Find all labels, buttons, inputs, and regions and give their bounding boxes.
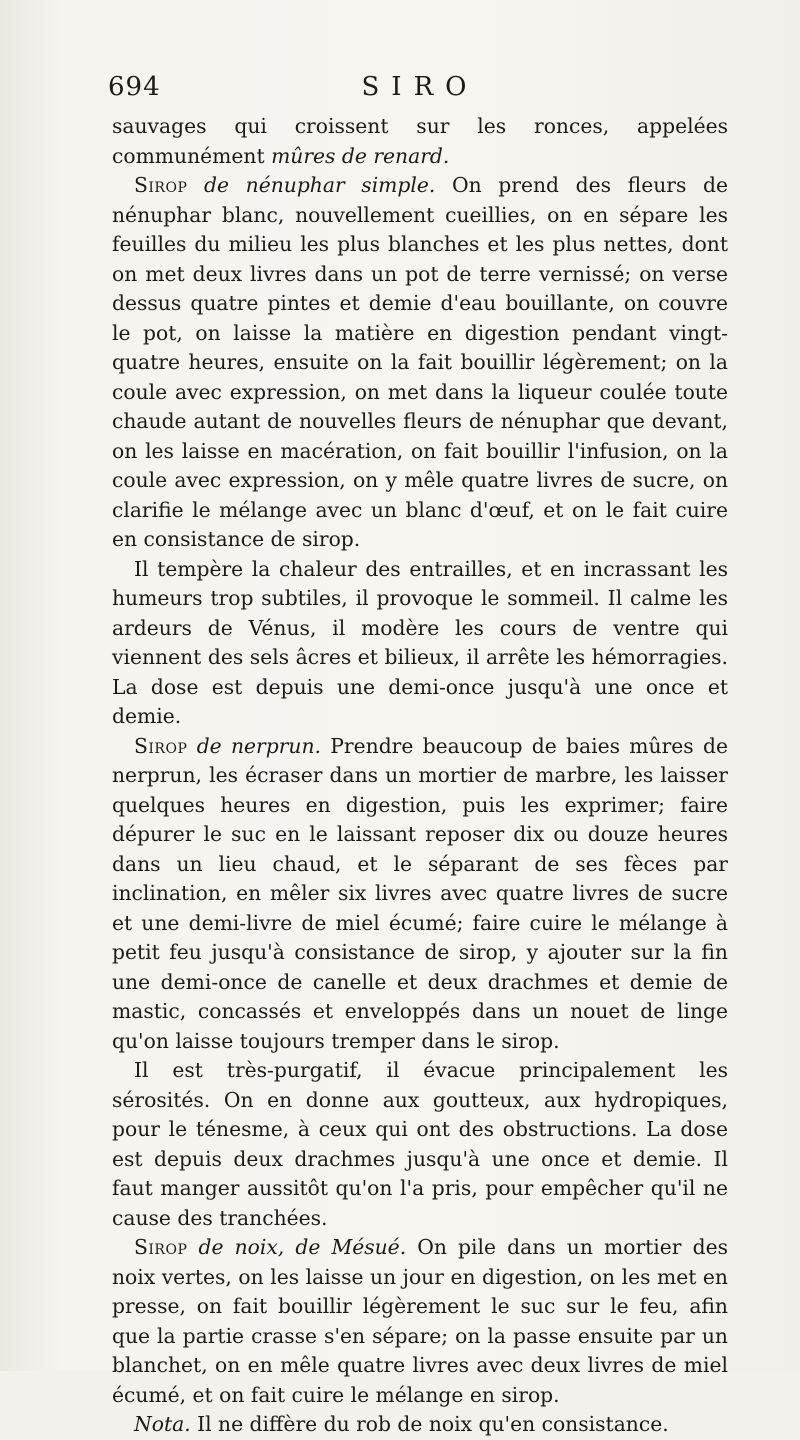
entry-lead: Sirop [134, 1235, 188, 1259]
paragraph-text: Il ne diffère du rob de noix qu'en consistance. [190, 1412, 669, 1436]
paragraph-text: On prend des fleurs de nénuphar blanc, nouvellement cueillies, on en sépare les feuilles du milieu les plus blanches et les plus nettes, dont on met deux livres dans un pot de terre vernissé; on verse dessus quatre pintes et demie d'eau bouillante, on couvre le pot, on laisse la matière en digestion pendant vingt-quatre heures, ensuite on la fait bouillir légèrement; on la coule avec expression, on met dans la liqueur coulée toute chaude autant de nouvelles fleurs de nénuphar que devant, on les laisse en macération, on fait bouillir l'infusion, on la coule avec expression, on y mêle quatre livres de sucre, on clarifie le mélange avec un blanc d'œuf, et on le fait cuire en consistance de sirop. [112, 173, 728, 551]
running-head: SIRO [361, 72, 479, 102]
paragraph-nerprun-effects [112, 1056, 728, 1233]
paragraph-text: Il est très-purgatif, il évacue principalement les sérosités. On en donne aux goutteux, aux hydropiques, pour le ténesme, à ceux qui ont des obstructions. La dose est depuis deux drachmes jusqu'à une once et demie. Il faut manger aussitôt qu'on l'a pris, pour empêcher qu'il ne cause des tranchées. [112, 1058, 728, 1230]
page-number: 694 [108, 72, 161, 102]
paragraph-text: Prendre beaucoup de baies mûres de nerprun, les écraser dans un mortier de marbre, les laisser quelques heures en digestion, puis les exprimer; faire dépurer le suc en le laissant reposer dix ou douze heures dans un lieu chaud, et le séparant de ses fèces par inclination, en mêler six livres avec quatre livres de sucre et une demi-livre de miel écumé; faire cuire le mélange à petit feu jusqu'à consistance de sirop, y ajouter sur la fin une demi-once de canelle et deux drachmes et demie de mastic, concassés et enveloppés dans un nouet de linge qu'on laisse toujours tremper dans le sirop. [112, 733, 728, 1053]
paragraph-sirop-noix [112, 1233, 728, 1410]
paragraph-text: sauvages qui croissent sur les ronces, appelées communément [112, 114, 728, 168]
paragraph-italic: mûres de renard. [271, 143, 450, 168]
entry-lead: Sirop [134, 733, 188, 758]
paragraph-continued [112, 112, 728, 171]
entry-title: de noix, de Mésué. [198, 1235, 407, 1259]
paragraph-text: On pile dans un mortier des noix vertes, on les laisse un jour en digestion, on les met en presse, on fait bouillir légèrement le suc sur le feu, afin que la partie crasse s'en sépare; on la passe ensuite par un blanchet, on en mêle quatre livres avec deux livres de miel écumé, et on fait cuire le mélange en sirop. [112, 1235, 728, 1407]
entry-title: de nerprun. [196, 733, 321, 758]
entry-title: de nénuphar simple. [204, 173, 436, 197]
nota-label: Nota. [134, 1412, 191, 1436]
page-header [108, 72, 720, 112]
body-text [112, 112, 728, 1440]
entry-lead: Sirop [134, 173, 188, 197]
paragraph-nenuphar-effects [112, 555, 728, 732]
paragraph-sirop-nerprun [112, 732, 728, 1057]
paragraph-nota [112, 1410, 728, 1440]
paragraph-text: Il tempère la chaleur des entrailles, et en incrassant les humeurs trop subtiles, il provoque le sommeil. Il calme les ardeurs de Vénus, il modère les cours de ventre qui viennent des sels âcres et bilieux, il arrête les hémorragies. La dose est depuis une demi-once jusqu'à une once et demie. [112, 556, 728, 728]
paragraph-sirop-nenuphar [112, 171, 728, 555]
